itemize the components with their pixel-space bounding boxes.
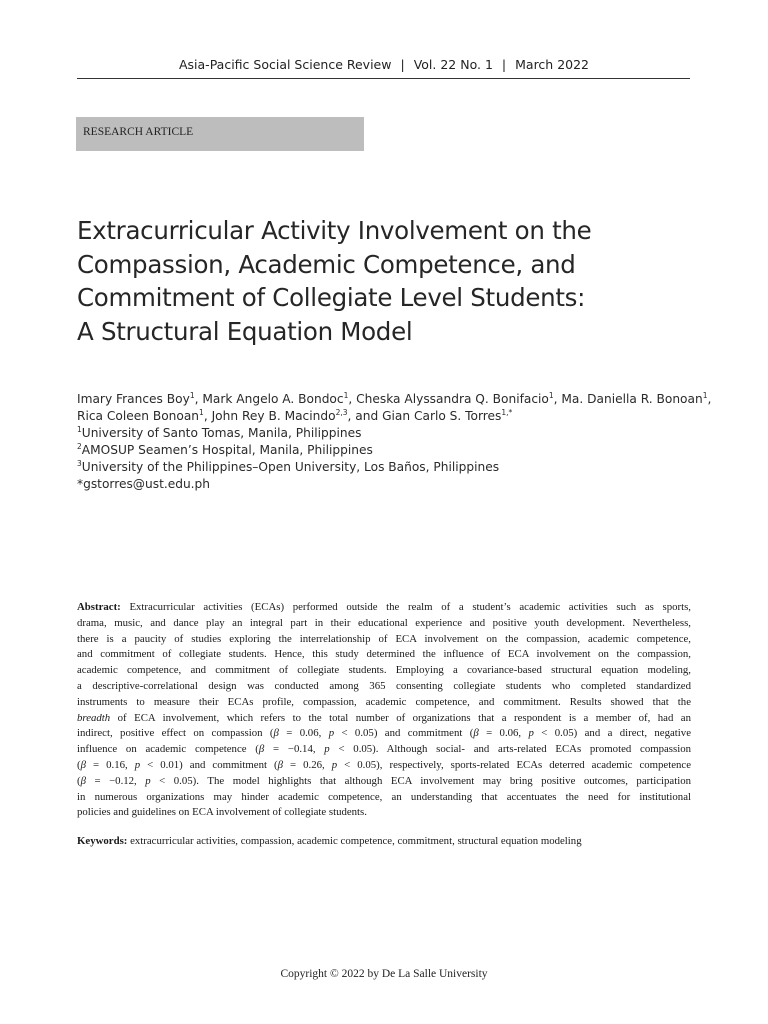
author-name: Mark Angelo A. Bondoc [202, 392, 344, 406]
copyright-notice: Copyright © 2022 by De La Salle University [280, 968, 488, 980]
affiliation-number: 3 [77, 459, 82, 468]
affiliation-text: AMOSUP Seamen’s Hospital, Manila, Philippines [81, 443, 373, 457]
affiliation-text: University of the Philippines–Open University, Los Baños, Philippines [81, 460, 500, 474]
affiliation [77, 425, 697, 442]
affiliation-number: 1 [77, 425, 82, 434]
title-line: A Structural Equation Model [77, 316, 413, 346]
abstract-line: academic competence, and commitment of collegiate students. Employing a covariance-based structural equation modeling, [77, 664, 691, 677]
journal-volume: Vol. 22 No. 1 [413, 57, 493, 72]
author-name: Gian Carlo S. Torres [382, 409, 502, 423]
author-separator: , and [347, 409, 383, 423]
abstract-line [77, 600, 691, 616]
abstract-line: instruments to measure their ECAs profile, compassion, academic competence, and commitment. Results showed that the [77, 695, 691, 708]
author-separator: , [707, 392, 712, 406]
title-line: Extracurricular Activity Involvement on the [77, 216, 592, 245]
author-affiliation-mark: 1 [199, 408, 204, 417]
journal-name: Asia-Pacific Social Science Review [178, 57, 392, 72]
abstract-line: and commitment of collegiate students. Hence, this study determined the influence of ECA involvement on the compassion, [77, 648, 691, 661]
article-type-label: RESEARCH ARTICLE [83, 126, 194, 138]
journal-date: March 2022 [515, 57, 590, 72]
author-separator: , [203, 409, 212, 423]
author-block [77, 391, 712, 493]
author-affiliation-mark: 2,3 [335, 408, 348, 417]
article-type-badge [76, 117, 364, 151]
author-separator: , [348, 392, 357, 406]
title-line: Compassion, Academic Competence, and [77, 249, 576, 279]
abstract-line: drama, music, and dance play an integral part in their educational experience and positive youth development. Nevertheless, [77, 616, 691, 629]
author-name: Imary Frances Boy [77, 392, 190, 406]
author-affiliation-mark: 1,* [501, 408, 513, 417]
title-line: Commitment of Collegiate Level Students: [77, 283, 586, 312]
header-rule [77, 78, 690, 79]
affiliation [77, 459, 697, 476]
author-separator: , [194, 392, 203, 406]
header-separator: | [400, 57, 405, 72]
author-line [77, 408, 697, 425]
author-name: John Rey B. Macindo [211, 409, 336, 423]
abstract-line: there is a paucity of studies exploring the interrelationship of ECA involvement on the compassion, academic competence, [77, 632, 691, 645]
corresponding-email[interactable]: *gstorres@ust.edu.ph [77, 477, 211, 491]
author-name: Rica Coleen Bonoan [77, 409, 200, 423]
author-affiliation-mark: 1 [189, 391, 195, 400]
abstract [77, 600, 691, 821]
journal-header [0, 57, 768, 72]
abstract-line: in numerous organizations may hinder academic competence, an understanding that accentuates the need for institutional [77, 790, 691, 803]
author-affiliation-mark: 1 [343, 391, 349, 400]
author-affiliation-mark: 1 [548, 391, 554, 400]
abstract-line: indirect, positive effect on compassion (β = 0.06, p < 0.05) and commitment (β = 0.06, p < 0.05) and a direct, negative [77, 727, 691, 740]
affiliation-number: 2 [77, 442, 82, 451]
affiliation-text: University of Santo Tomas, Manila, Philippines [81, 426, 362, 440]
abstract-line: a descriptive-correlational design was conducted among 365 consenting collegiate students who completed standardized [77, 679, 691, 692]
abstract-line: influence on academic competence (β = −0.14, p < 0.05). Although social- and arts-related ECAs promoted compassion [77, 743, 692, 756]
affiliation [77, 442, 697, 459]
abstract-line: (β = −0.12, p < 0.05). The model highlights that although ECA involvement may bring positive outcomes, participation [77, 774, 691, 787]
keywords-text: extracurricular activities, compassion, academic competence, commitment, structural equation modeling [130, 835, 582, 847]
author-separator: , [553, 392, 562, 406]
author-line [77, 391, 712, 408]
abstract-line: breadth of ECA involvement, which refers to the total number of organizations that a respondent is a member of, had an [77, 711, 691, 724]
keywords-label: Keywords: [77, 835, 128, 847]
abstract-line: (β = 0.16, p < 0.01) and commitment (β = 0.26, p < 0.05), respectively, sports-related ECAs deterred academic competence [77, 758, 691, 771]
article-title [77, 214, 697, 348]
author-name: Ma. Daniella R. Bonoan [561, 392, 703, 406]
header-separator: | [501, 57, 507, 72]
abstract-label: Abstract: [77, 601, 121, 613]
author-affiliation-mark: 1 [702, 391, 708, 400]
keywords [77, 834, 691, 849]
abstract-line: policies and guidelines on ECA involvement of collegiate students. [77, 806, 367, 819]
abstract-text: Extracurricular activities (ECAs) performed outside the realm of a student’s academic activities such as sports, [129, 601, 691, 613]
author-name: Cheska Alyssandra Q. Bonifacio [356, 392, 549, 406]
